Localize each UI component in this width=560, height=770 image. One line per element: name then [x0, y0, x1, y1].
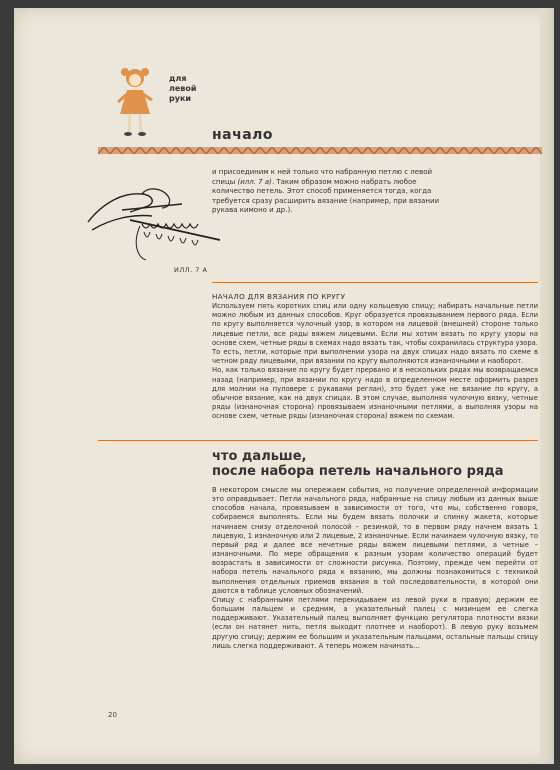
side-label-line: левой — [169, 84, 197, 93]
heading-line: после набора петель начального ряда — [212, 464, 504, 479]
decorative-zigzag-band — [98, 147, 542, 154]
section-divider — [98, 440, 538, 441]
book-page — [14, 8, 554, 764]
next-section-body — [212, 486, 538, 651]
page-number: 20 — [108, 711, 117, 719]
section-divider — [212, 282, 538, 283]
section-heading-next — [212, 449, 532, 479]
illustration-caption: ИЛЛ. 7 А — [174, 266, 208, 274]
body-paragraph: Но, как только вязание по кругу будет прервано и в нескольких рядах мы возвращаемся назад (например, при вязании по кругу надо в определенном месте оформить разрез для молнии на пуловере с рукавами реглан), это будет уже не вязание по кругу, а обычное вязание, как на двух спицах. В этом случае, выполняя чулочную вязку, четные ряды (изнаночная сторона) провязываем изнаночными петлями, а выполняя узоры на основе схем, четные ряды (изнаночная сторона) вяжем по схемам. — [212, 366, 538, 421]
illustration-reference: (илл. 7 а) — [237, 177, 272, 186]
intro-paragraph — [212, 168, 452, 216]
subsection-title-circle: НАЧАЛО ДЛЯ ВЯЗАНИЯ ПО КРУГУ — [212, 292, 346, 301]
side-label — [169, 74, 196, 104]
left-hand-girl-icon — [110, 62, 166, 142]
intro-text: и присоединим к ней только что набранную петлю с левой спицы — [212, 168, 433, 186]
circle-section-body — [212, 302, 538, 422]
section-heading-start: начало — [212, 127, 274, 143]
heading-line: что дальше, — [212, 449, 307, 464]
side-label-line: для — [169, 74, 187, 83]
knitting-hands-illustration — [82, 174, 222, 260]
intro-text: . Таким образом можно набрать любое количество петель. Этот способ применяется тогда, когда требуется сразу расширить вязание (например, при вязании рукава кимоно и др.). — [212, 177, 440, 215]
side-label-line: руки — [169, 94, 191, 103]
body-paragraph: Используем пять коротких спиц или одну кольцевую спицу; набирать начальные петли можно любым из данных способов. Круг образуется провязыванием первого ряда. Если по кругу выполняется чулочный узор, в котором на лицевой (внешней) стороне только лицевые петли, все ряды вяжем лицевыми. Если мы хотим вязать по кругу узоры на основе схем, четные ряды в схемах надо вязать так, чтобы сохранилась структура узора. То есть, петли, которые при выполнении узора на двух спицах надо вязать по схеме в четном ряду лицевыми, при вязании по кругу выполняются изнаночными и наоборот. — [212, 302, 538, 366]
page-fold-shadow — [540, 8, 554, 764]
body-paragraph: В некотором смысле мы опережаем события, но получение определенной информации это оправдывает. Петли начального ряда, набранные на спицу любым из данных выше способов начала, провязываем в зависимости от того, что мы, собственно говоря, собираемся выполнять. Если мы будем вязать полочки и спинку жакета, которые начинаем снизу отделочной полосой – резинкой, то в первом ряду начнем вязать 1 лицевую, 1 изнаночную или 2 лицевые, 2 изнаночные. Если начинаем чулочную вязку, то первый ряд и далее все нечетные ряды вяжем лицевыми петлями, а четные – изнаночными. По мере обращения к разным узорам количество операций будет возрастать в зависимости от сложности рисунка. Поэтому, прежде чем перейти от набора петель начального ряда к вязанию, мы должны познакомиться с техникой выполнения отдельных приемов вязания в той последовательности, в которой они даются в таблице условных обозначений. — [212, 486, 538, 595]
body-paragraph: Спицу с набранными петлями перекидываем из левой руки в правую; держим ее большим пальцем и средним, а указательный палец с мизинцем ее слегка поддерживают. Указательный палец выполняет функцию регулятора плотности вязки (если он натянет нить, петля выходит плотнее и наоборот). В левую руку возьмем другую спицу; держим ее большим и указательным пальцами, остальные пальцы спицу лишь слегка поддерживают. А теперь можем начинать… — [212, 595, 538, 650]
